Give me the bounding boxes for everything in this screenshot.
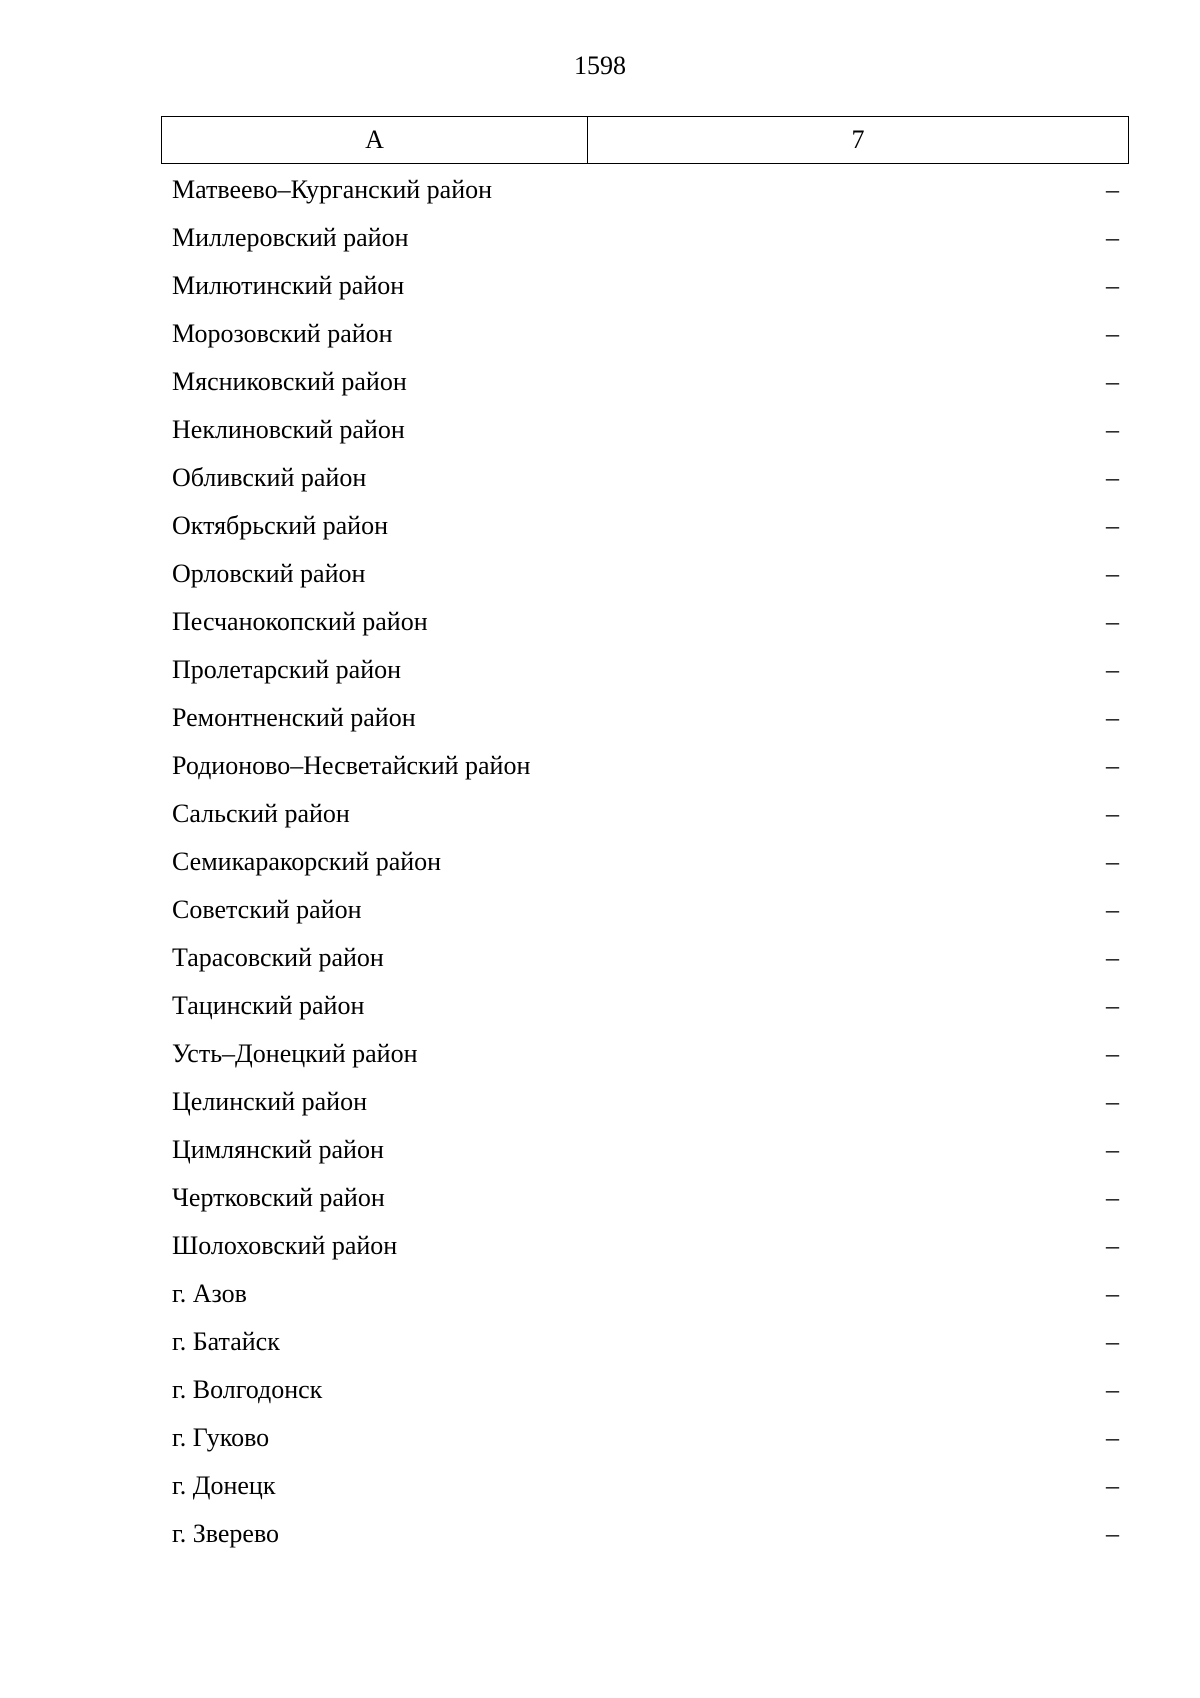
row-name: Чертковский район — [172, 1183, 385, 1212]
row-value: – — [1106, 655, 1119, 684]
row-value: – — [1106, 607, 1119, 636]
row-name: г. Волгодонск — [172, 1375, 323, 1404]
table-header — [161, 116, 1129, 164]
table-row — [161, 166, 1129, 214]
table-row — [161, 1318, 1129, 1366]
table-row — [161, 310, 1129, 358]
row-value: – — [1106, 367, 1119, 396]
row-value: – — [1106, 1279, 1119, 1308]
row-value: – — [1106, 223, 1119, 252]
row-name: Милютинский район — [172, 271, 405, 300]
row-name: Цимлянский район — [172, 1135, 384, 1164]
row-name: Миллеровский район — [172, 223, 409, 252]
table-row — [161, 502, 1129, 550]
row-value: – — [1106, 1471, 1119, 1500]
row-name: Октябрьский район — [172, 511, 388, 540]
table-row — [161, 886, 1129, 934]
row-value: – — [1106, 1231, 1119, 1260]
row-name: Тарасовский район — [172, 943, 384, 972]
row-value: – — [1106, 1039, 1119, 1068]
row-name: Тацинский район — [172, 991, 365, 1020]
table-row — [161, 1174, 1129, 1222]
row-value: – — [1106, 511, 1119, 540]
table-row — [161, 1126, 1129, 1174]
table-row — [161, 454, 1129, 502]
row-name: Сальский район — [172, 799, 350, 828]
page-number: 1598 — [574, 51, 626, 80]
row-name: Обливский район — [172, 463, 367, 492]
table-row — [161, 214, 1129, 262]
table-row — [161, 1078, 1129, 1126]
row-value: – — [1106, 1183, 1119, 1212]
table-row — [161, 1366, 1129, 1414]
table-row — [161, 358, 1129, 406]
row-value: – — [1106, 1519, 1119, 1548]
row-name: Семикаракорский район — [172, 847, 442, 876]
table-row — [161, 934, 1129, 982]
row-name: Орловский район — [172, 559, 366, 588]
row-value: – — [1106, 943, 1119, 972]
row-name: Шолоховский район — [172, 1231, 398, 1260]
table-row — [161, 1462, 1129, 1510]
row-value: – — [1106, 1375, 1119, 1404]
table-row — [161, 982, 1129, 1030]
row-name: Морозовский район — [172, 319, 393, 348]
table-row — [161, 694, 1129, 742]
row-value: – — [1106, 319, 1119, 348]
table-row — [161, 1510, 1129, 1558]
row-name: Родионово–Несветайский район — [172, 751, 531, 780]
row-value: – — [1106, 847, 1119, 876]
row-value: – — [1106, 751, 1119, 780]
row-value: – — [1106, 703, 1119, 732]
row-name: Мясниковский район — [172, 367, 407, 396]
row-name: Матвеево–Курганский район — [172, 175, 493, 204]
row-name: г. Гуково — [172, 1423, 270, 1452]
row-value: – — [1106, 1423, 1119, 1452]
row-name: г. Батайск — [172, 1327, 280, 1356]
table-row — [161, 550, 1129, 598]
row-name: г. Зверево — [172, 1519, 280, 1548]
table-row — [161, 1222, 1129, 1270]
row-name: Советский район — [172, 895, 362, 924]
table-body — [161, 166, 1129, 1558]
row-value: – — [1106, 463, 1119, 492]
row-value: – — [1106, 1135, 1119, 1164]
table-row — [161, 1270, 1129, 1318]
row-value: – — [1106, 415, 1119, 444]
table-row — [161, 1414, 1129, 1462]
row-value: – — [1106, 991, 1119, 1020]
table-row — [161, 838, 1129, 886]
table-row — [161, 598, 1129, 646]
row-name: г. Азов — [172, 1279, 247, 1308]
row-value: – — [1106, 559, 1119, 588]
table-row — [161, 646, 1129, 694]
row-name: г. Донецк — [172, 1471, 276, 1500]
row-value: – — [1106, 799, 1119, 828]
table-row — [161, 790, 1129, 838]
header-cell-7: 7 — [851, 125, 865, 154]
row-name: Ремонтненский район — [172, 703, 416, 732]
table-row — [161, 1030, 1129, 1078]
row-name: Песчанокопский район — [172, 607, 428, 636]
row-name: Пролетарский район — [172, 655, 402, 684]
row-value: – — [1106, 175, 1119, 204]
row-value: – — [1106, 1087, 1119, 1116]
table-row — [161, 742, 1129, 790]
table-row — [161, 406, 1129, 454]
row-name: Неклиновский район — [172, 415, 405, 444]
row-value: – — [1106, 895, 1119, 924]
row-value: – — [1106, 1327, 1119, 1356]
row-value: – — [1106, 271, 1119, 300]
row-name: Усть–Донецкий район — [172, 1039, 418, 1068]
table-row — [161, 262, 1129, 310]
header-cell-a: А — [162, 117, 588, 163]
row-name: Целинский район — [172, 1087, 367, 1116]
